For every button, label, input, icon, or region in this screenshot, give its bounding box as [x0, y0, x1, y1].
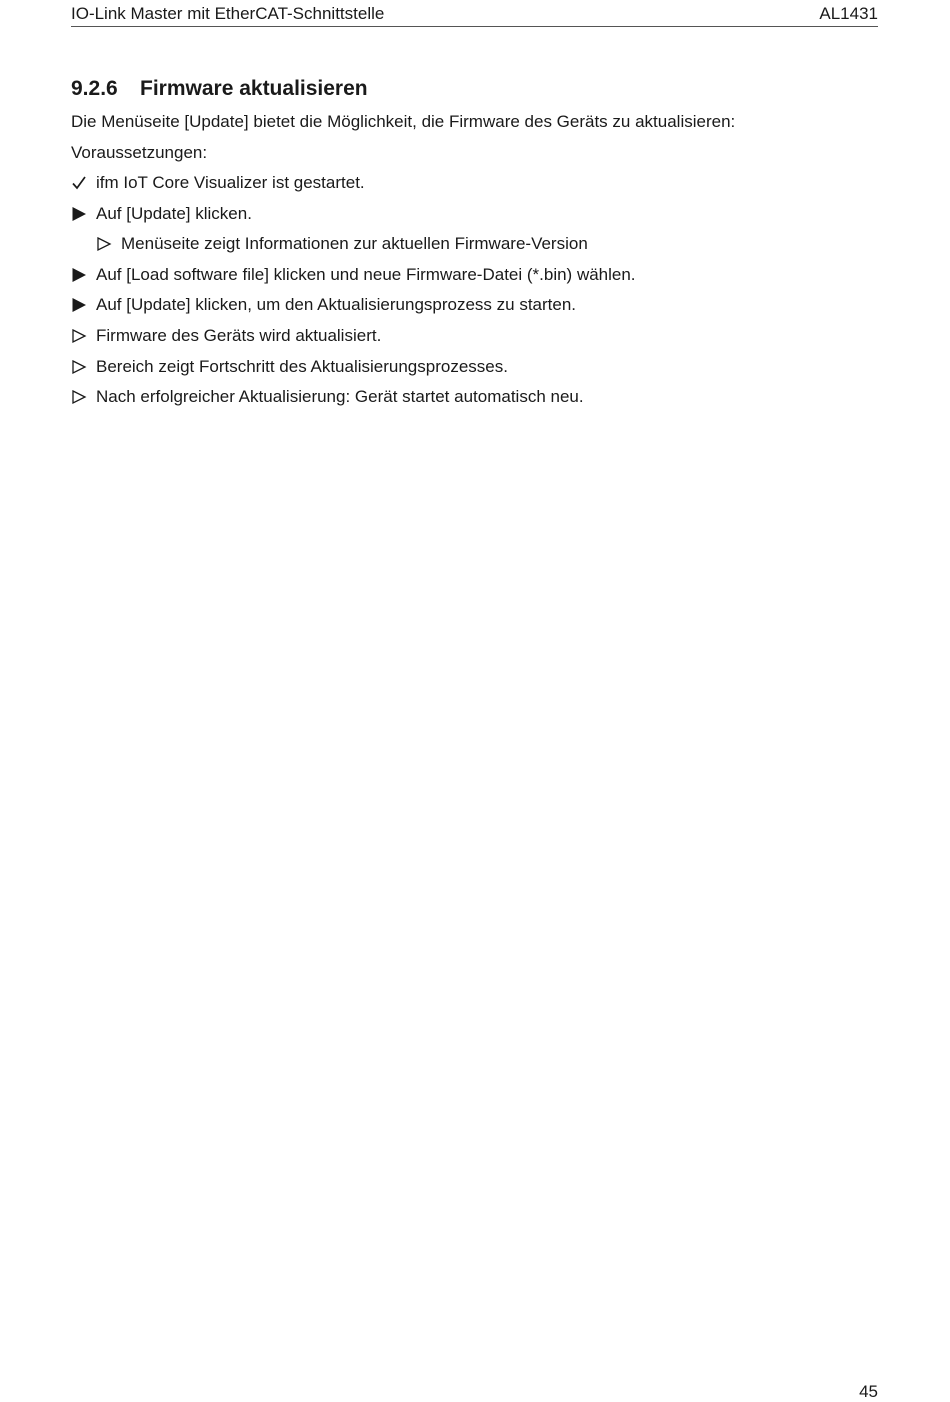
step-text: Auf [Update] klicken. [96, 204, 252, 223]
result-text: Menüseite zeigt Informationen zur aktuellen Firmware-Version [121, 234, 588, 253]
step-text: Auf [Update] klicken, um den Aktualisierungsprozess zu starten. [96, 295, 577, 314]
intro-paragraph: Die Menüseite [Update] bietet die Möglichkeit, die Firmware des Geräts zu aktualisieren: [71, 112, 736, 131]
document-title: IO-Link Master mit EtherCAT-Schnittstelle [71, 4, 385, 23]
result-text: Firmware des Geräts wird aktualisiert. [96, 326, 382, 345]
instruction-arrow-icon [71, 294, 91, 316]
section-number: 9.2.6 [71, 77, 118, 100]
result-triangle-icon [71, 386, 91, 408]
result-text: Nach erfolgreicher Aktualisierung: Gerät startet automatisch neu. [96, 387, 584, 406]
instruction-arrow-icon [71, 264, 91, 286]
prerequisite-text: ifm IoT Core Visualizer ist gestartet. [96, 173, 365, 192]
checkmark-icon [71, 172, 91, 194]
prerequisites-label: Voraussetzungen: [71, 143, 208, 162]
result-triangle-icon [71, 325, 91, 347]
step-text: Auf [Load software file] klicken und neue Firmware-Datei (*.bin) wählen. [96, 265, 636, 284]
section-title: Firmware aktualisieren [140, 77, 368, 100]
result-triangle-icon [96, 233, 116, 255]
result-triangle-icon [71, 356, 91, 378]
result-text: Bereich zeigt Fortschritt des Aktualisierungsprozesses. [96, 357, 508, 376]
instruction-arrow-icon [71, 203, 91, 225]
section-heading [71, 76, 368, 102]
page-header [71, 2, 878, 27]
product-code: AL1431 [819, 4, 878, 23]
page-number: 45 [859, 1382, 878, 1401]
